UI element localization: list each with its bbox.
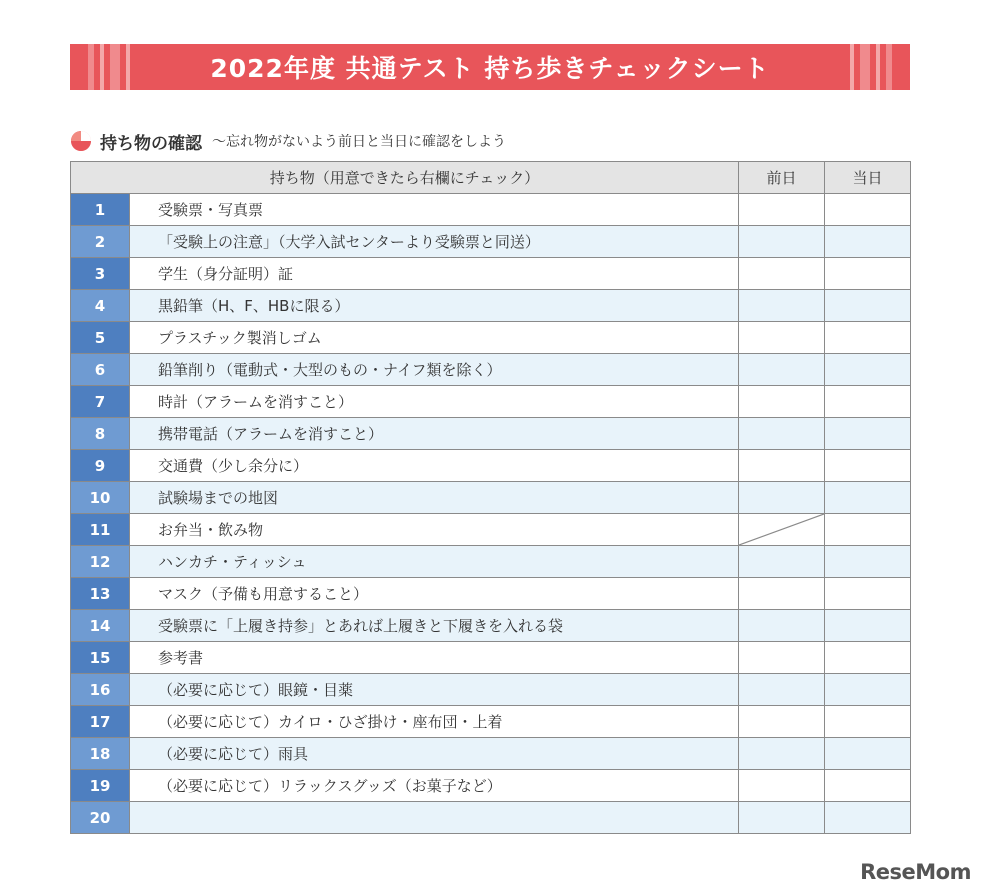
check-day-before[interactable] xyxy=(739,578,825,610)
check-day-before[interactable] xyxy=(739,738,825,770)
row-item: 受験票・写真票 xyxy=(130,194,739,226)
row-number: 15 xyxy=(71,642,130,674)
row-item: 「受験上の注意」（大学入試センターより受験票と同送） xyxy=(130,226,739,258)
row-number: 1 xyxy=(71,194,130,226)
table-row xyxy=(71,706,911,738)
page-title: 2022年度 共通テスト 持ち歩きチェックシート xyxy=(210,54,770,83)
table-row xyxy=(71,610,911,642)
check-day-before[interactable] xyxy=(739,386,825,418)
row-item: （必要に応じて）眼鏡・目薬 xyxy=(130,674,739,706)
check-day-before[interactable] xyxy=(739,706,825,738)
banner-stripe xyxy=(850,44,854,90)
check-day-before[interactable] xyxy=(739,354,825,386)
table-row xyxy=(71,674,911,706)
check-day-before-not-applicable xyxy=(739,514,825,546)
check-day-before[interactable] xyxy=(739,482,825,514)
table-row xyxy=(71,578,911,610)
title-banner xyxy=(70,44,910,90)
check-day-before[interactable] xyxy=(739,258,825,290)
check-day-of[interactable] xyxy=(825,546,911,578)
resemom-logo: ReseMom xyxy=(860,860,971,884)
check-day-of[interactable] xyxy=(825,258,911,290)
check-day-before[interactable] xyxy=(739,322,825,354)
section-heading xyxy=(70,128,506,154)
check-day-before[interactable] xyxy=(739,418,825,450)
row-item: 携帯電話（アラームを消すこと） xyxy=(130,418,739,450)
check-day-before[interactable] xyxy=(739,674,825,706)
check-day-of[interactable] xyxy=(825,354,911,386)
row-item: お弁当・飲み物 xyxy=(130,514,739,546)
row-number: 14 xyxy=(71,610,130,642)
pie-icon xyxy=(70,130,92,152)
section-subtitle: ～忘れ物がないよう前日と当日に確認をしよう xyxy=(212,134,506,150)
row-number: 8 xyxy=(71,418,130,450)
banner-stripe xyxy=(88,44,94,90)
row-item: （必要に応じて）カイロ・ひざ掛け・座布団・上着 xyxy=(130,706,739,738)
row-item: 試験場までの地図 xyxy=(130,482,739,514)
check-day-of[interactable] xyxy=(825,226,911,258)
check-day-of[interactable] xyxy=(825,290,911,322)
check-day-before[interactable] xyxy=(739,450,825,482)
check-day-before[interactable] xyxy=(739,770,825,802)
row-item xyxy=(130,802,739,834)
row-number: 6 xyxy=(71,354,130,386)
banner-stripe xyxy=(886,44,892,90)
table-row xyxy=(71,514,911,546)
check-day-of[interactable] xyxy=(825,322,911,354)
row-item: マスク（予備も用意すること） xyxy=(130,578,739,610)
row-item: ハンカチ・ティッシュ xyxy=(130,546,739,578)
row-number: 2 xyxy=(71,226,130,258)
row-number: 4 xyxy=(71,290,130,322)
diagonal-slash-icon xyxy=(739,514,824,545)
check-day-of[interactable] xyxy=(825,770,911,802)
check-day-of[interactable] xyxy=(825,706,911,738)
table-row xyxy=(71,482,911,514)
table-row xyxy=(71,194,911,226)
row-item: 時計（アラームを消すこと） xyxy=(130,386,739,418)
row-item: （必要に応じて）雨具 xyxy=(130,738,739,770)
check-day-before[interactable] xyxy=(739,194,825,226)
row-number: 9 xyxy=(71,450,130,482)
check-day-before[interactable] xyxy=(739,546,825,578)
section-title: 持ち物の確認 xyxy=(100,133,202,154)
header-day-of: 当日 xyxy=(825,162,911,194)
header-day-before: 前日 xyxy=(739,162,825,194)
row-number: 5 xyxy=(71,322,130,354)
header-item: 持ち物（用意できたら右欄にチェック） xyxy=(71,162,739,194)
table-row xyxy=(71,546,911,578)
check-day-before[interactable] xyxy=(739,290,825,322)
check-day-of[interactable] xyxy=(825,386,911,418)
banner-stripe xyxy=(110,44,120,90)
check-day-of[interactable] xyxy=(825,802,911,834)
table-row xyxy=(71,258,911,290)
row-number: 12 xyxy=(71,546,130,578)
row-number: 11 xyxy=(71,514,130,546)
checklist-table xyxy=(70,161,911,834)
check-day-before[interactable] xyxy=(739,226,825,258)
banner-stripe xyxy=(126,44,130,90)
row-number: 13 xyxy=(71,578,130,610)
check-day-of[interactable] xyxy=(825,194,911,226)
banner-stripe xyxy=(860,44,870,90)
row-item: 参考書 xyxy=(130,642,739,674)
check-day-of[interactable] xyxy=(825,418,911,450)
row-number: 3 xyxy=(71,258,130,290)
check-day-of[interactable] xyxy=(825,674,911,706)
check-day-of[interactable] xyxy=(825,610,911,642)
row-number: 16 xyxy=(71,674,130,706)
table-row xyxy=(71,354,911,386)
table-row xyxy=(71,386,911,418)
row-number: 20 xyxy=(71,802,130,834)
check-day-of[interactable] xyxy=(825,482,911,514)
row-item: 受験票に「上履き持参」とあれば上履きと下履きを入れる袋 xyxy=(130,610,739,642)
check-day-of[interactable] xyxy=(825,514,911,546)
banner-stripe xyxy=(100,44,104,90)
check-day-of[interactable] xyxy=(825,578,911,610)
row-number: 7 xyxy=(71,386,130,418)
row-number: 17 xyxy=(71,706,130,738)
row-item: 鉛筆削り（電動式・大型のもの・ナイフ類を除く） xyxy=(130,354,739,386)
row-number: 19 xyxy=(71,770,130,802)
row-item: 学生（身分証明）証 xyxy=(130,258,739,290)
check-day-before[interactable] xyxy=(739,642,825,674)
check-day-before[interactable] xyxy=(739,802,825,834)
row-item: （必要に応じて）リラックスグッズ（お菓子など） xyxy=(130,770,739,802)
table-row xyxy=(71,418,911,450)
row-number: 18 xyxy=(71,738,130,770)
table-row xyxy=(71,642,911,674)
check-day-of[interactable] xyxy=(825,450,911,482)
table-row xyxy=(71,290,911,322)
table-row xyxy=(71,226,911,258)
row-item: プラスチック製消しゴム xyxy=(130,322,739,354)
row-number: 10 xyxy=(71,482,130,514)
banner-stripe xyxy=(876,44,880,90)
check-day-before[interactable] xyxy=(739,610,825,642)
table-row xyxy=(71,770,911,802)
table-row xyxy=(71,322,911,354)
row-item: 黒鉛筆（H、F、HBに限る） xyxy=(130,290,739,322)
row-item: 交通費（少し余分に） xyxy=(130,450,739,482)
table-row xyxy=(71,450,911,482)
table-row xyxy=(71,802,911,834)
table-row xyxy=(71,738,911,770)
check-day-of[interactable] xyxy=(825,738,911,770)
table-header-row xyxy=(71,162,911,194)
check-day-of[interactable] xyxy=(825,642,911,674)
